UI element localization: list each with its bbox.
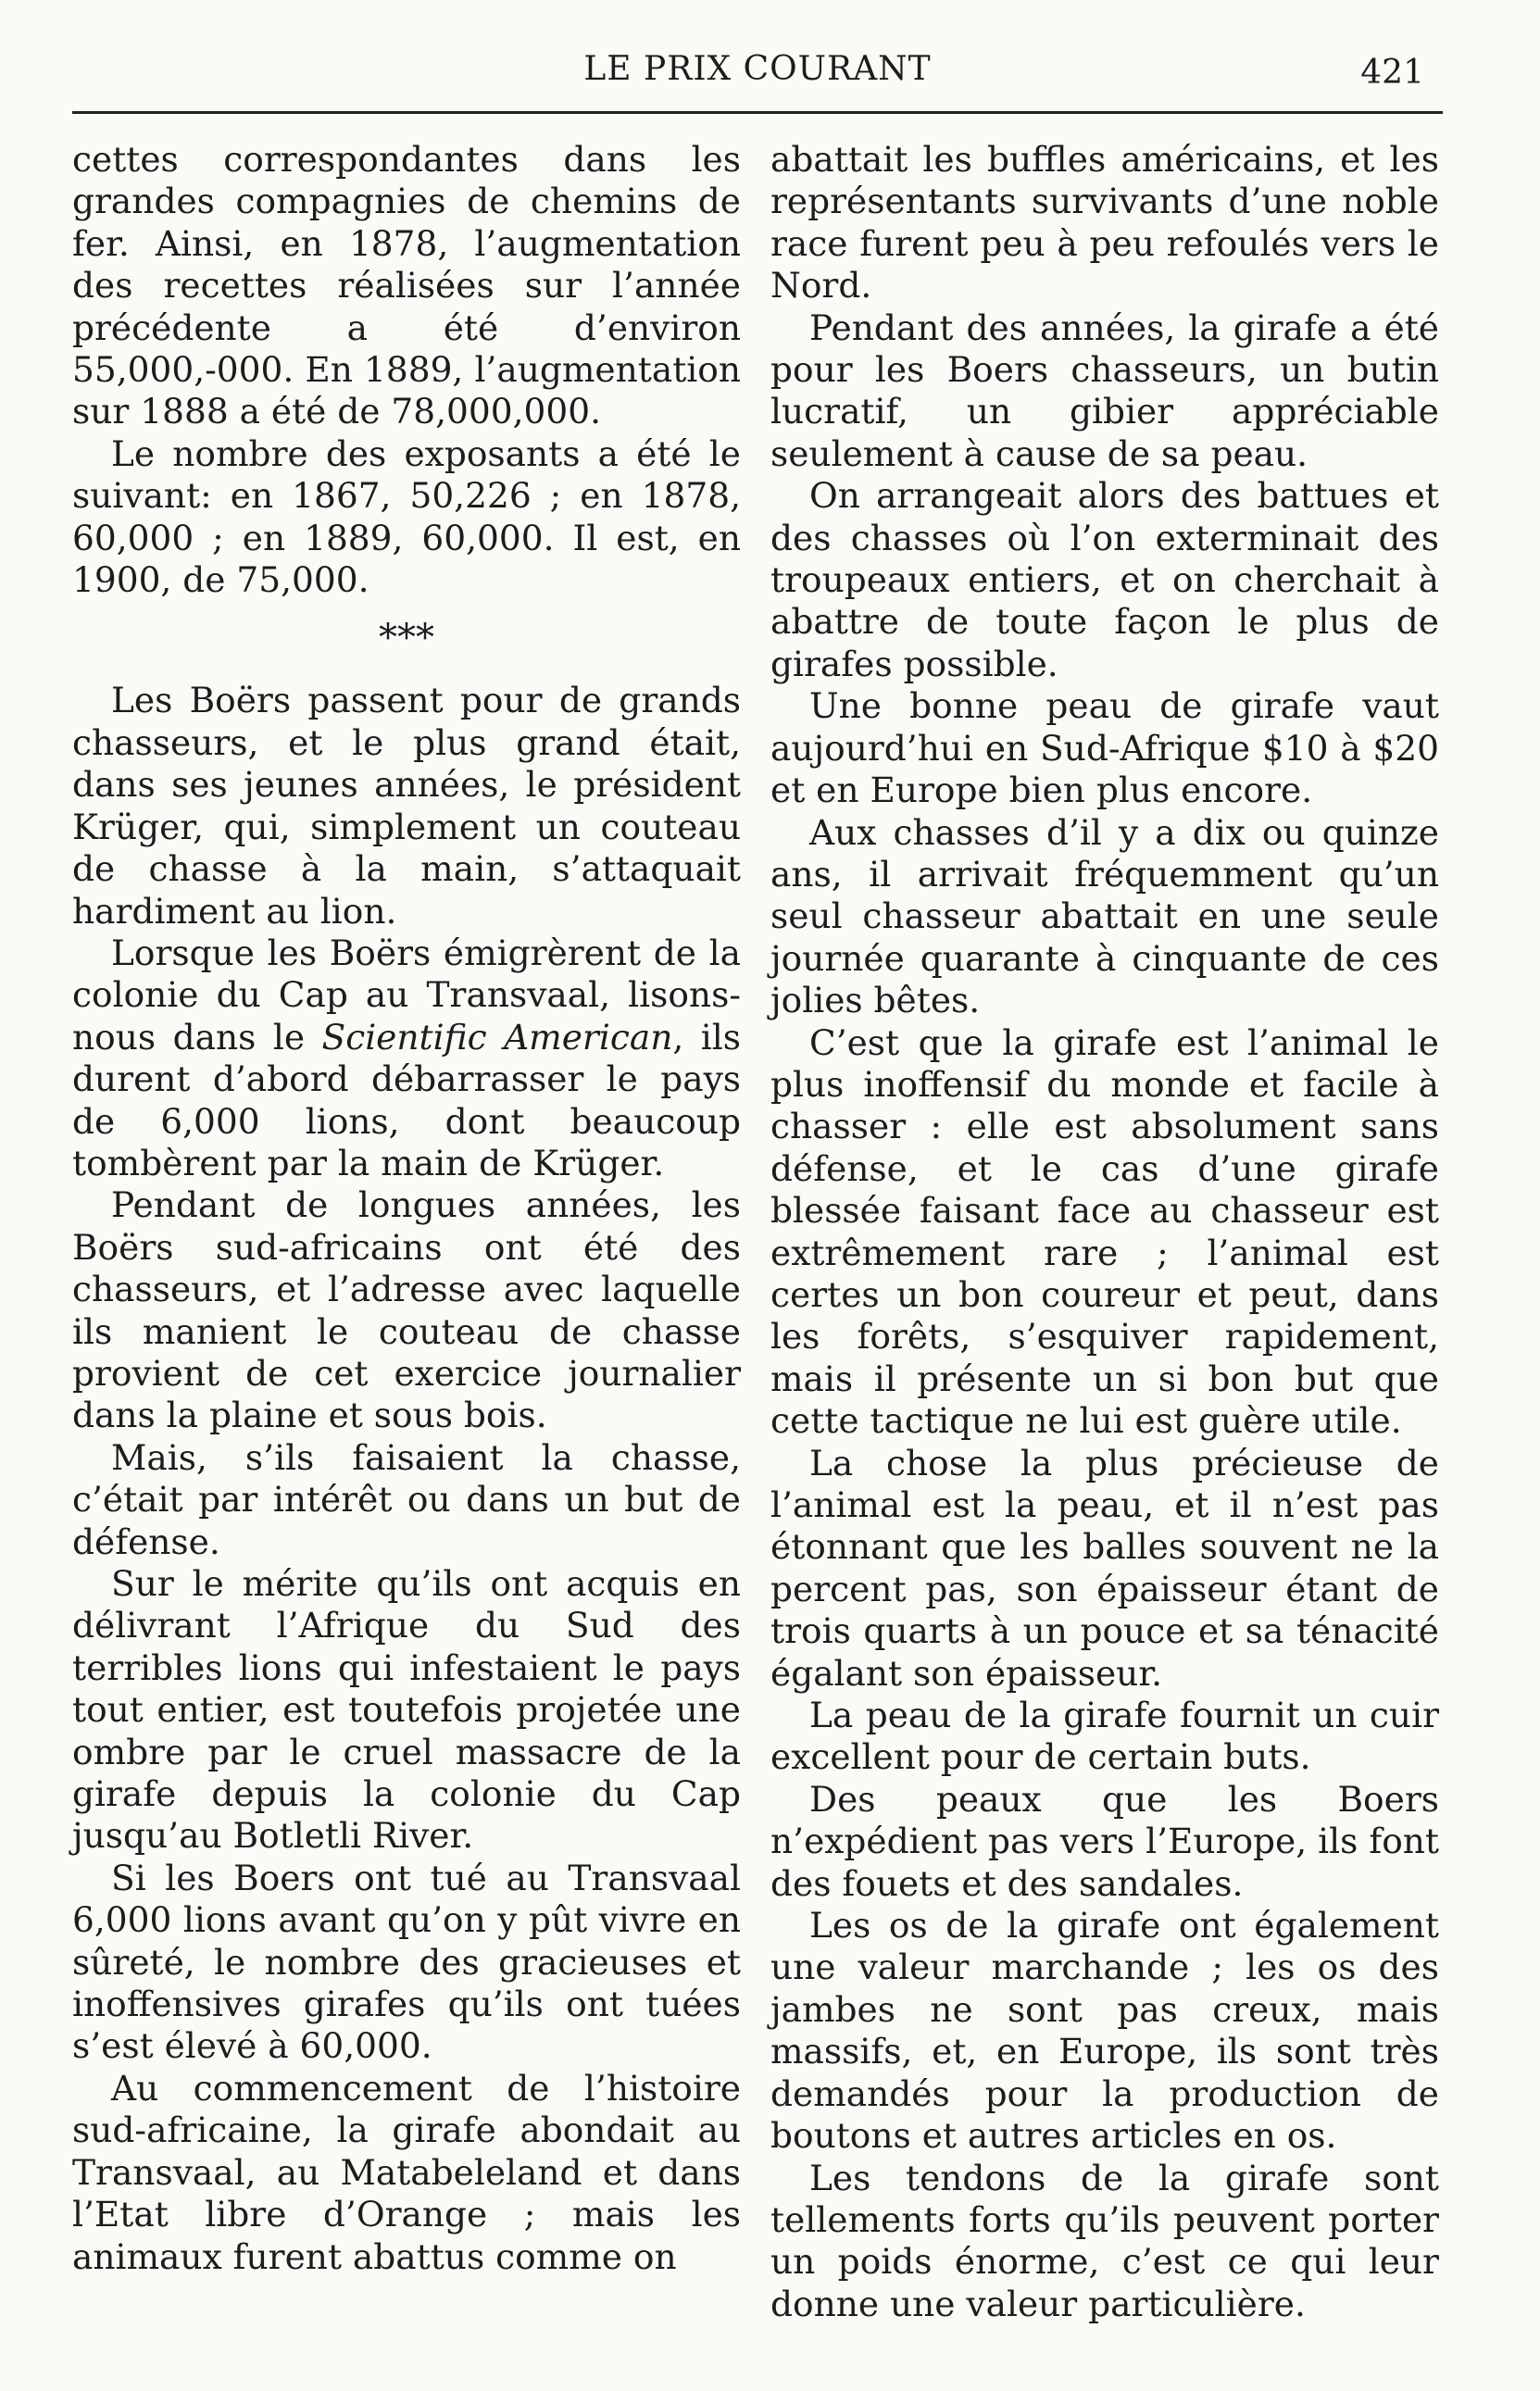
paragraph: Si les Boers ont tué au Transvaal 6,000 lions avant qu’on y pût vivre en sûreté, le nombre des gracieuses et inoffensives girafes qu’ils ont tuées s’est élevé à 60,000. [72,1857,741,2067]
paragraph: Des peaux que les Boers n’expédient pas vers l’Europe, ils font des fouets et des sandales. [770,1778,1439,1904]
paragraph: Les Boërs passent pour de grands chasseurs, et le plus grand était, dans ses jeunes années, le président Krüger, qui, simplement un couteau de chasse à la main, s’attaquait hardiment au lion. [72,680,741,932]
paragraph: On arrangeait alors des battues et des chasses où l’on exterminait des troupeaux entiers, et on cherchait à abattre de toute façon le plus de girafes possible. [770,475,1439,684]
paragraph: La chose la plus précieuse de l’animal est la peau, et il n’est pas étonnant que les balles souvent ne la percent pas, son épaisseur étant de trois quarts à un pouce et sa ténacité égalant son épaisseur. [770,1442,1439,1694]
header-rule [72,111,1443,114]
paragraph: Pendant de longues années, les Boërs sud-africains ont été des chasseurs, et l’adresse avec laquelle ils manient le couteau de chasse provient de cet exercice journalier dans la plaine et sous bois. [72,1184,741,1436]
paragraph: Sur le mérite qu’ils ont acquis en délivrant l’Afrique du Sud des terribles lions qui infestaient le pays tout entier, est toutefois projetée une ombre par le cruel massacre de la girafe depuis la colonie du Cap jusqu’au Botletli River. [72,1563,741,1857]
paragraph: Les tendons de la girafe sont tellements forts qu’ils peuvent porter un poids énorme, c’est ce qui leur donne une valeur particulière. [770,2157,1439,2324]
paragraph-text: Lorsque les Boërs émigrèrent de la colonie du Cap au Transvaal, lisons-nous dans le [72,932,741,1058]
paragraph: C’est que la girafe est l’animal le plus inoffensif du monde et facile à chasser : elle est absolument sans défense, et le cas d’une girafe blessée faisant face au chasseur est extrêmement rare ; l’animal est certes un bon coureur et peut, dans les forêts, s’esquiver rapidement, mais il présente un si bon but que cette tactique ne lui est guère utile. [770,1021,1439,1442]
running-title: LE PRIX COURANT [583,50,932,88]
page-number: 421 [1360,54,1424,92]
paragraph: cettes correspondantes dans les grandes compagnies de chemins de fer. Ainsi, en 1878, l’augmentation des recettes réalisées sur l’année précédente a été d’environ 55,000,-000. En 1889, l’augmentation sur 1888 a été de 78,000,000. [72,139,741,432]
section-separator: *** [379,617,434,660]
paragraph: Aux chasses d’il y a dix ou quinze ans, il arrivait fréquemment qu’un seul chasseur abattait en une seule journée quarante à cinquante de ces jolies bêtes. [770,811,1439,1021]
paragraph [72,933,741,1184]
paragraph: Les os de la girafe ont également une valeur marchande ; les os des jambes ne sont pas creux, mais massifs, et, en Europe, ils sont très demandés pour la production de boutons et autres articles en os. [770,1905,1439,2157]
paragraph: La peau de la girafe fournit un cuir excellent pour de certain buts. [770,1695,1439,1778]
page-header [72,50,1443,96]
left-column [72,139,741,2278]
paragraph: Au commencement de l’histoire sud-africaine, la girafe abondait au Transvaal, au Matabeleland et dans l’Etat libre d’Orange ; mais les animaux furent abattus comme on [72,2067,741,2277]
paragraph: Pendant des années, la girafe a été pour les Boers chasseurs, un butin lucratif, un gibier appréciable seulement à cause de sa peau. [770,307,1439,474]
paragraph: abattait les buffles américains, et les représentants survivants d’une noble race furent peu à peu refoulés vers le Nord. [770,139,1439,307]
right-column [770,139,1439,2325]
paragraph: Une bonne peau de girafe vaut aujourd’hui en Sud-Afrique $10 à $20 et en Europe bien plus encore. [770,685,1439,811]
paragraph: Le nombre des exposants a été le suivant: en 1867, 50,226 ; en 1878, 60,000 ; en 1889, 60,000. Il est, en 1900, de 75,000. [72,432,741,601]
paragraph: Mais, s’ils faisaient la chasse, c’était par intérêt ou dans un but de défense. [72,1436,741,1562]
paragraph-text: , ils durent d’abord débarrasser le pays de 6,000 lions, dont beaucoup tombèrent par la main de Krüger. [72,1016,741,1183]
journal-title: Scientific American [321,1016,673,1058]
